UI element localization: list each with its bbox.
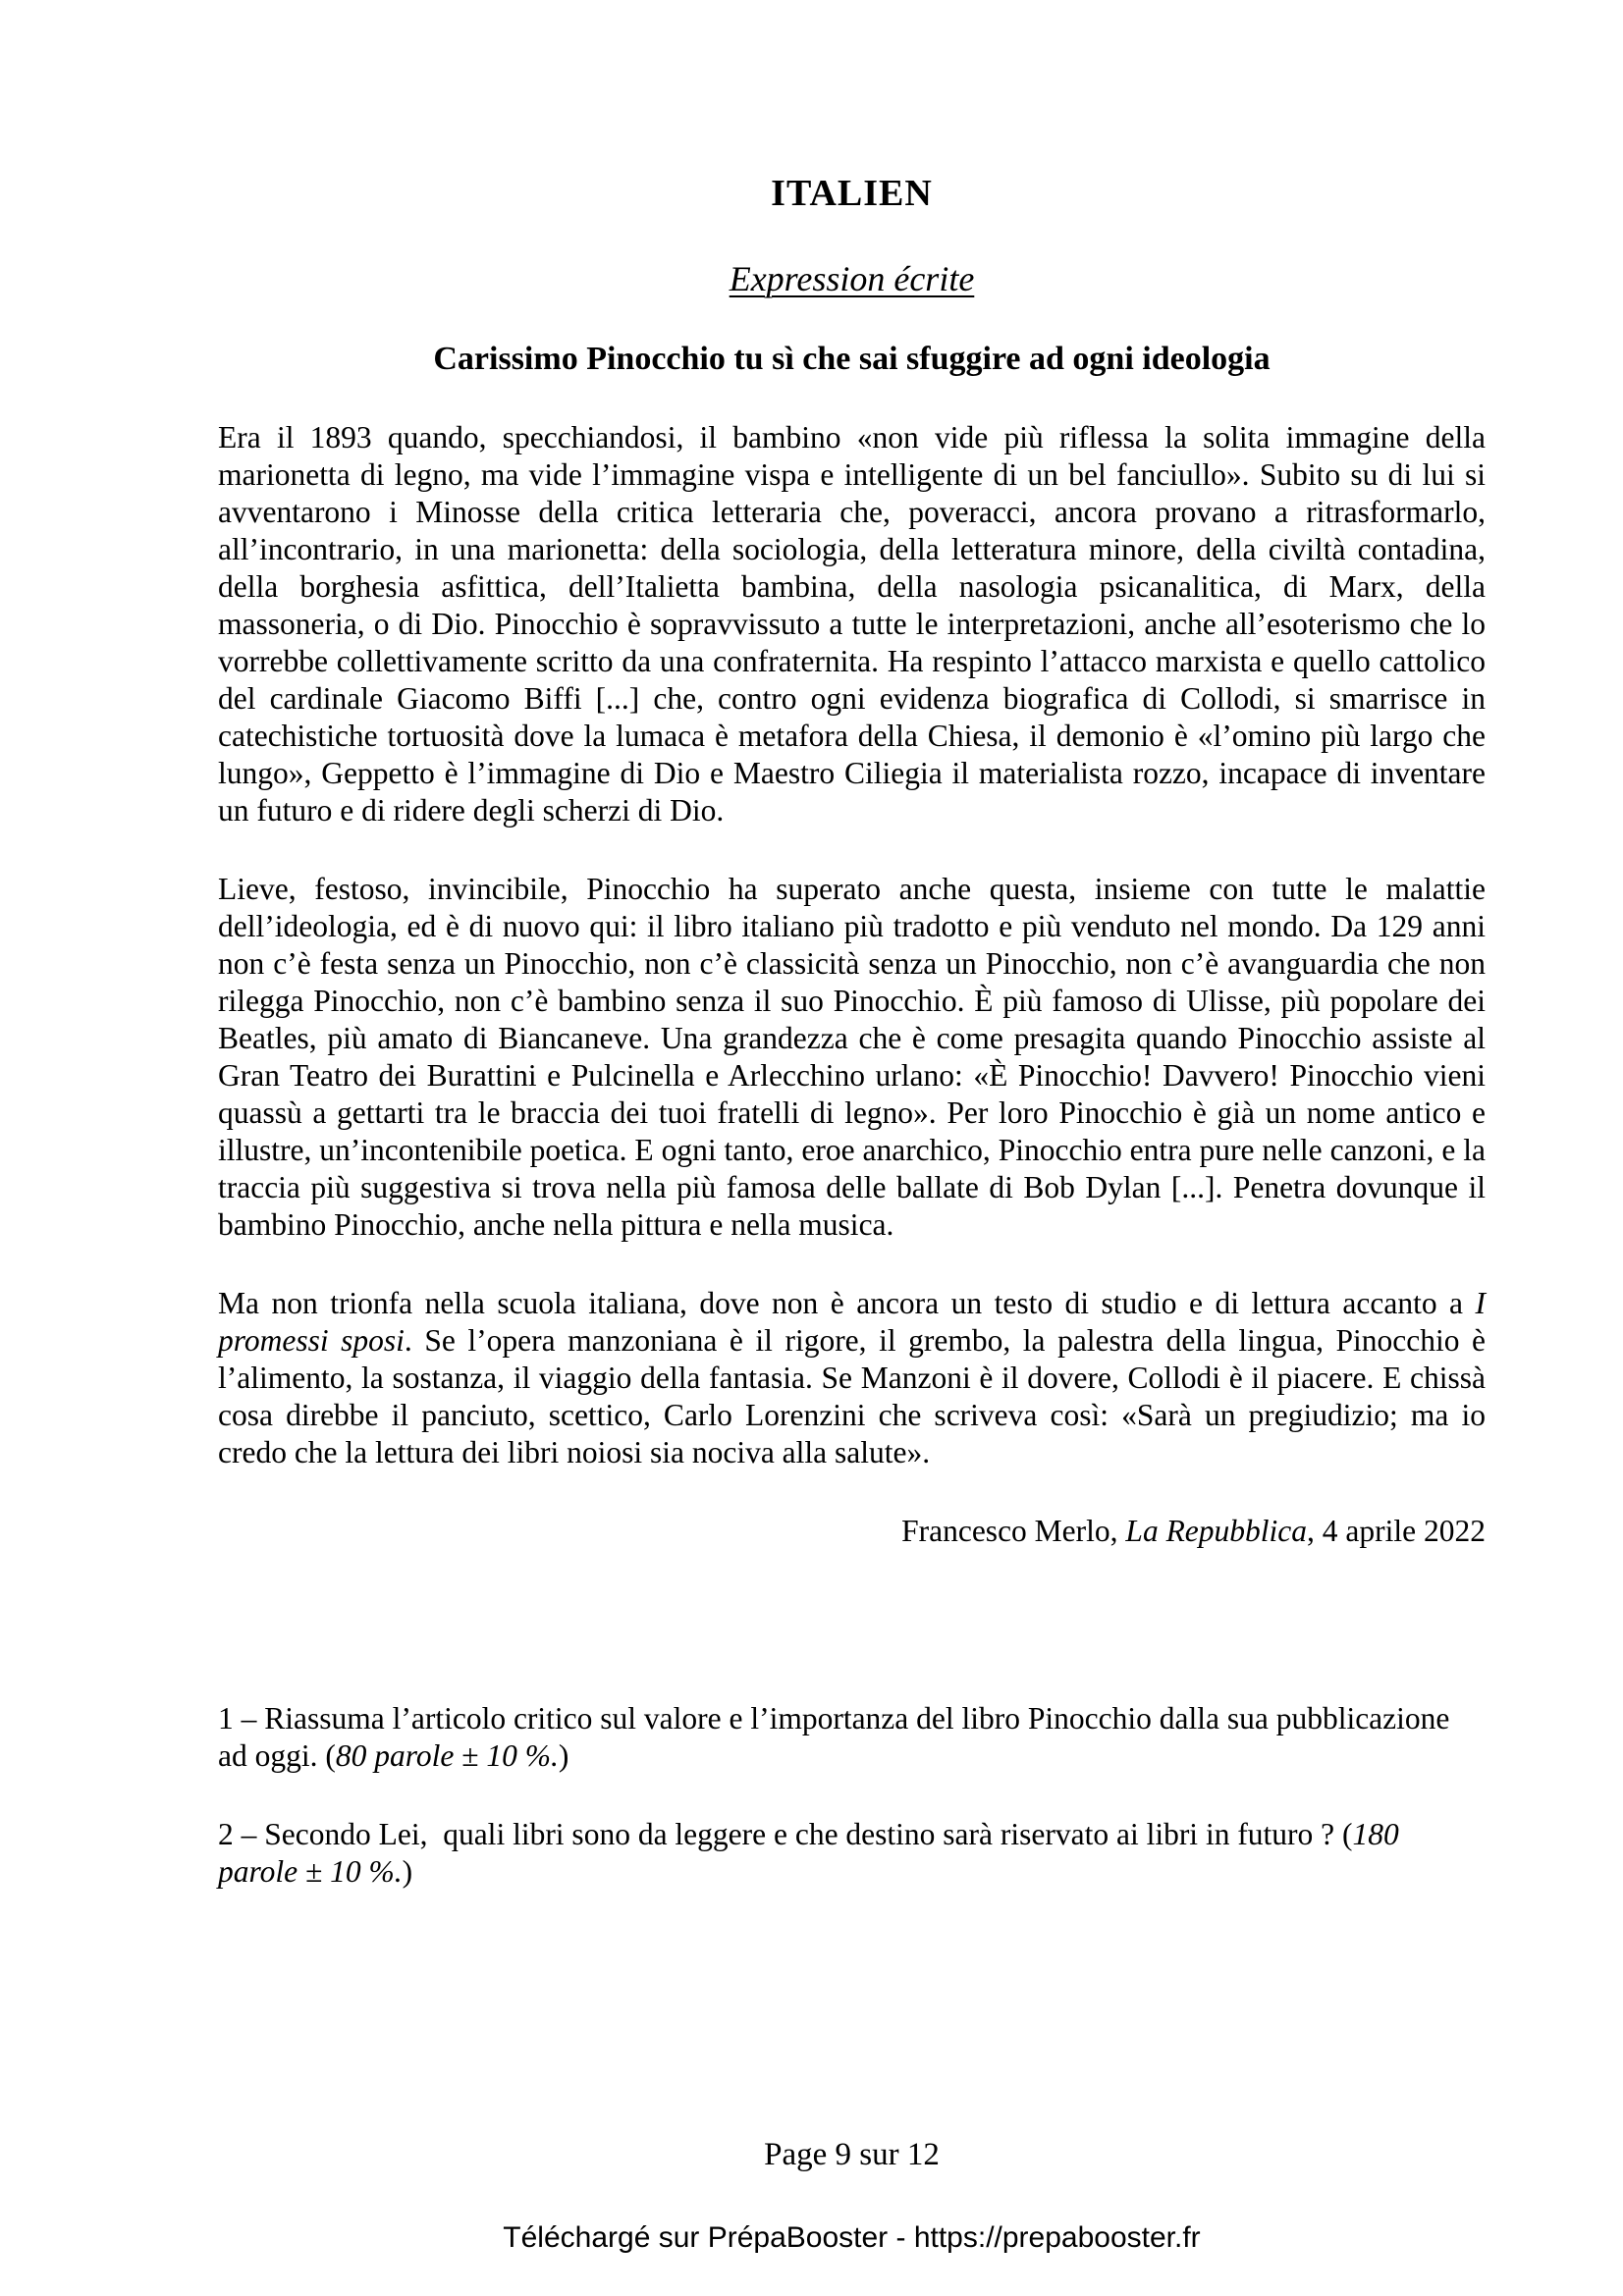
document-content	[218, 0, 1486, 1891]
page-number: Page 9 sur 12	[764, 2137, 940, 2172]
page-title: ITALIEN	[771, 173, 933, 214]
section-subtitle-text: Expression écrite	[729, 258, 975, 298]
article-paragraph-3: Ma non trionfa nella scuola italiana, dove non è ancora un testo di studio e di lettura accanto a I promessi sposi. Se l’opera manzoniana è il rigore, il grembo, la palestra della lingua, Pinocchio è l’alimento, la sostanza, il viaggio della fantasia. Se Manzoni è il dovere, Collodi è il piacere. E chissà cosa direbbe il panciuto, scettico, Carlo Lorenzini che scriveva così: «Sarà un pregiudizio; ma io credo che la lettura dei libri noiosi sia nociva alla salute».	[218, 1285, 1487, 1469]
section-subtitle	[218, 258, 1486, 300]
question-1: 1 – Riassuma l’articolo critico sul valore e l’importanza del libro Pinocchio dalla sua pubblicazione ad oggi. (80 parole ± 10 %.)	[218, 1700, 1458, 1773]
article-paragraph-2: Lieve, festoso, invincibile, Pinocchio ha superato anche questa, insieme con tutte le malattie dell’ideologia, ed è di nuovo qui: il libro italiano più tradotto e più venduto nel mondo. Da 129 anni non c’è festa senza un Pinocchio, non c’è classicità senza un Pinocchio, non c’è avanguardia che non rilegga Pinocchio, non c’è bambino senza il suo Pinocchio. È più famoso di Ulisse, più popolare dei Beatles, più amato di Biancaneve. Una grandezza che è come presagita quando Pinocchio assiste al Gran Teatro dei Burattini e Pulcinella e Arlecchino urlano: «È Pinocchio! Davvero! Pinocchio vieni quassù a gettarti tra le braccia dei tuoi fratelli di legno». Per loro Pinocchio è già un nome antico e illustre, un’incontenibile poetica. E ogni tanto, eroe anarchico, Pinocchio entra pure nelle canzoni, e la traccia più suggestiva si trova nella più famosa delle ballate di Bob Dylan [...]. Penetra dovunque il bambino Pinocchio, anche nella pittura e nella musica.	[218, 871, 1486, 1242]
article-heading: Carissimo Pinocchio tu sì che sai sfuggire ad ogni ideologia	[433, 340, 1271, 377]
download-note: Téléchargé sur PrépaBooster - https://prepabooster.fr	[503, 2221, 1201, 2254]
question-2: 2 – Secondo Lei, quali libri sono da leggere e che destino sarà riservato ai libri in futuro ? (180 parole ± 10 %.)	[218, 1816, 1407, 1889]
article-attribution: Francesco Merlo, La Repubblica, 4 aprile 2022	[901, 1513, 1486, 1548]
article-paragraph-1: Era il 1893 quando, specchiandosi, il bambino «non vide più riflessa la solita immagine della marionetta di legno, ma vide l’immagine vispa e intelligente di un bel fanciullo». Subito su di lui si avventarono i Minosse della critica letteraria che, poveracci, ancora provano a ritrasformarlo, all’incontrario, in una marionetta: della sociologia, della letteratura minore, della civiltà contadina, della borghesia asfittica, dell’Italietta bambina, della nasologia psicanalitica, di Marx, della massoneria, o di Dio. Pinocchio è sopravvissuto a tutte le interpretazioni, anche all’esoterismo che lo vorrebbe collettivamente scritto da una confraternita. Ha respinto l’attacco marxista e quello cattolico del cardinale Giacomo Biffi [...] che, contro ogni evidenza biografica di Collodi, si smarrisce in catechistiche tortuosità dove la lumaca è metafora della Chiesa, il demonio è «l’omino più largo che lungo», Geppetto è l’immagine di Dio e Maestro Ciliegia il materialista rozzo, incapace di inventare un futuro e di ridere degli scherzi di Dio.	[218, 419, 1486, 828]
